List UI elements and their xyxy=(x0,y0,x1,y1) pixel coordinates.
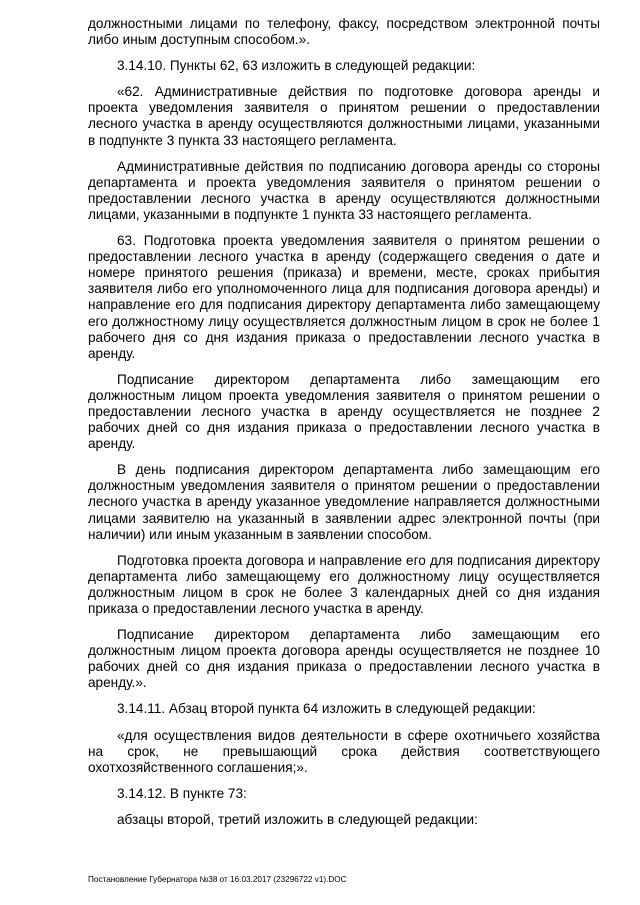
page-footer: Постановление Губернатора №38 от 16.03.2017 (23296722 v1).DOC xyxy=(88,875,347,884)
paragraph-contract-preparation: Подготовка проекта договора и направление его для подписания директору департамента либо замещающему его должностному лицу осуществляется должностным лицом в срок не более 3 календарных дней со дня издания приказа о предоставлении лесного участка в аренду. xyxy=(88,552,600,616)
paragraph-signing-notice: Подписание директором департамента либо замещающим его должностным лицом проекта уведомления заявителя о принятом решении о предоставлении лесного участка в аренду осуществляется не позднее 2 рабочих дней со дня издания приказа о предоставлении лесного участка в аренду. xyxy=(88,371,600,452)
paragraph-3-14-11: 3.14.11. Абзац второй пункта 64 изложить в следующей редакции: xyxy=(117,701,536,717)
paragraph-contract-signing: Подписание директором департамента либо замещающим его должностным лицом проекта договора аренды осуществляется не позднее 10 рабочих дней со дня издания приказа о предоставлении лесного участка в аренду.». xyxy=(88,627,600,691)
paragraph-3-14-10: 3.14.10. Пункты 62, 63 изложить в следующей редакции: xyxy=(117,58,476,74)
paragraph-notice-delivery: В день подписания директором департамента либо замещающим его должностным уведомления заявителя о принятом решении о предоставлении лесного участка в аренду указанное уведомление направляется должностными лицами заявителю на указанный в заявлении адрес электронной почты (при наличии) или иным указанным в заявлении способом. xyxy=(88,462,600,542)
paragraph-item-73-intro: абзацы второй, третий изложить в следующей редакции: xyxy=(117,811,478,827)
paragraph-item-64-text: «для осуществления видов деятельности в сфере охотничьего хозяйства на срок, не превышающий срока действия соответствующего охотхозяйственного соглашения;». xyxy=(88,727,600,775)
paragraph-3-14-12: 3.14.12. В пункте 73: xyxy=(117,785,247,801)
paragraph-continuation: должностными лицами по телефону, факсу, посредством электронной почты либо иным доступным способом.». xyxy=(88,16,600,48)
document-body xyxy=(88,16,600,838)
paragraph-item-63: 63. Подготовка проекта уведомления заявителя о принятом решении о предоставлении лесного участка в аренду (содержащего сведения о дате и номере принятого решения (приказа) и времени, месте, сроках прибытия заявителя либо его уполномоченного лица для подписания договора аренды) и направление его для подписания директору департамента либо замещающему его должностному лицу осуществляется должностным лицом в срок не более 1 рабочего дня со дня издания приказа о предоставлении лесного участка в аренду. xyxy=(88,233,600,361)
paragraph-item-62: «62. Административные действия по подготовке договора аренды и проекта уведомления заявителя о принятом решении о предоставлении лесного участка в аренду осуществляются должностными лицами, указанными в подпункте 3 пункта 33 настоящего регламента. xyxy=(88,84,600,148)
paragraph-item-62-signing: Административные действия по подписанию договора аренды со стороны департамента и проекта уведомления заявителя о принятом решении о предоставлении лесного участка в аренду осуществляются должностными лицами, указанными в подпункте 1 пункта 33 настоящего регламента. xyxy=(88,158,600,222)
